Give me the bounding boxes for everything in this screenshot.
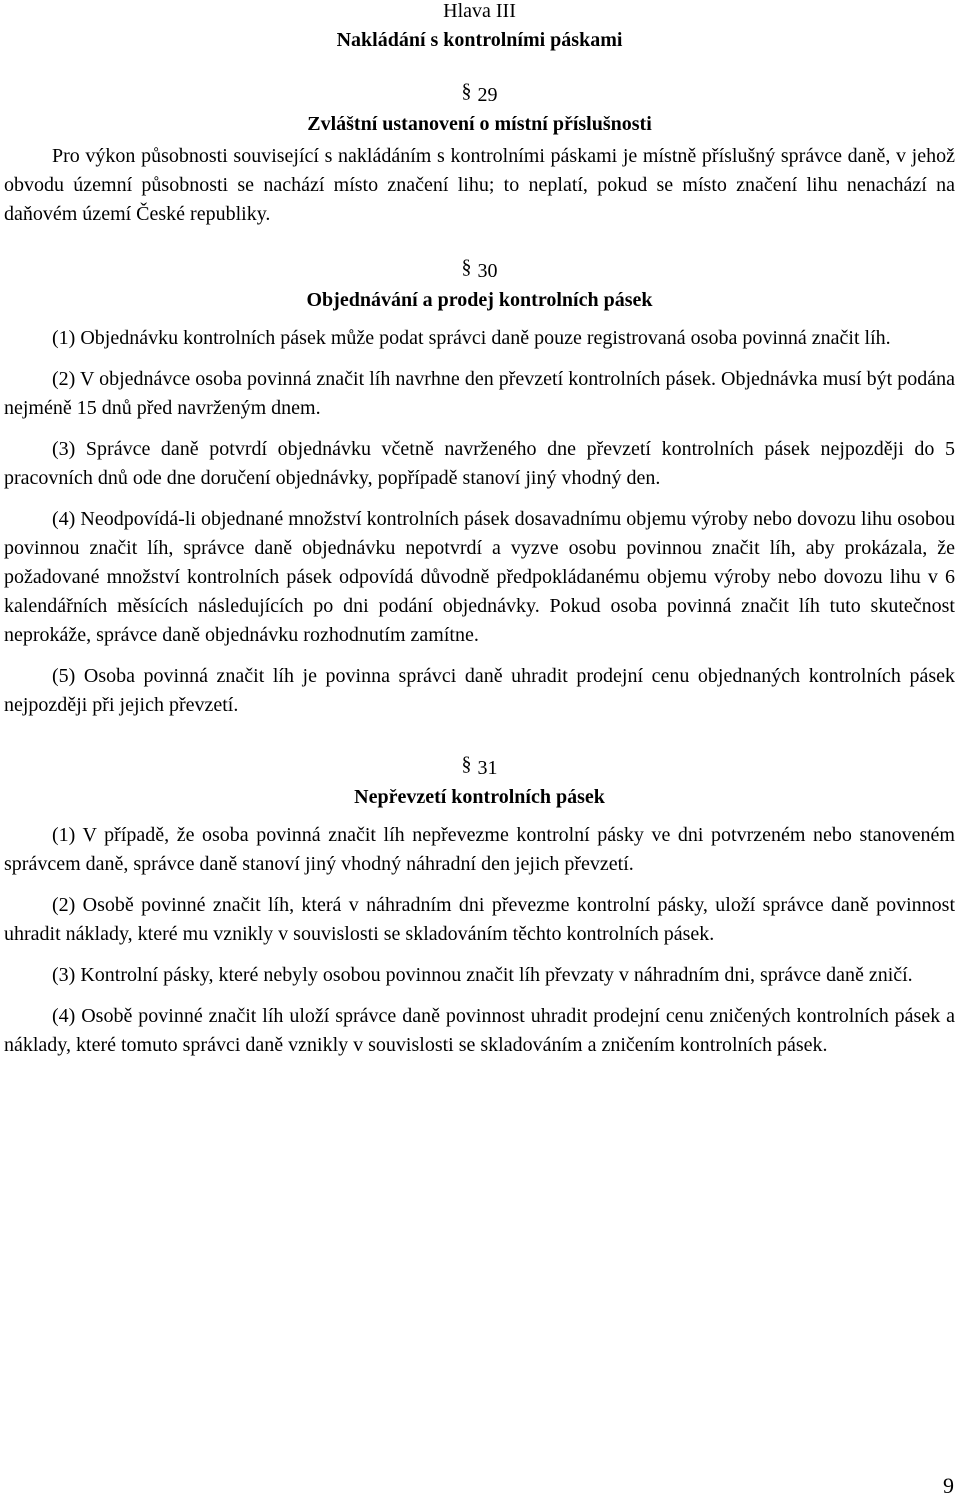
paragraph: (2) V objednávce osoba povinná značit líh navrhne den převzetí kontrolních pásek. Objednávka musí být podána nejméně 15 dnů před navrženým dnem. (4, 368, 955, 419)
paragraph: (5) Osoba povinná značit líh je povinna správci daně uhradit prodejní cenu objednaných kontrolních pásek nejpozději při jejich převzetí. (4, 665, 955, 716)
section-29 (4, 77, 955, 229)
section-number (4, 77, 955, 110)
document-page (4, 0, 955, 1060)
section-31 (4, 750, 955, 1060)
paragraph: (1) Objednávku kontrolních pásek může podat správci daně pouze registrovaná osoba povinná značit líh. (52, 327, 891, 349)
section-number (4, 253, 955, 286)
paragraph: (3) Správce daně potvrdí objednávku včetně navrženého dne převzetí kontrolních pásek nejpozději do 5 pracovních dnů ode dne doručení objednávky, popřípadě stanoví jiný vhodný den. (4, 438, 955, 489)
section-title: Nepřevzetí kontrolních pásek (354, 786, 605, 808)
paragraph: (2) Osobě povinné značit líh, která v náhradním dni převezme kontrolní pásky, uloží správce daně povinnost uhradit náklady, které mu vznikly v souvislosti se skladováním těchto kontrolních pásek. (4, 894, 955, 945)
paragraph: Pro výkon působnosti související s nakládáním s kontrolními páskami je místně příslušný správce daně, v jehož obvodu územní působnosti se nachází místo značení lihu; to neplatí, pokud se místo značení lihu nenachází na daňovém území České republiky. (4, 145, 955, 225)
section-number-value: 29 (477, 84, 498, 106)
part-title: Nakládání s kontrolními páskami (336, 29, 623, 51)
page-number: 9 (943, 1473, 954, 1498)
part-heading: Hlava III (443, 0, 516, 22)
section-sign: § (461, 753, 472, 775)
paragraph: (1) V případě, že osoba povinná značit líh nepřevezme kontrolní pásky ve dni potvrzeném nebo stanoveném správcem daně, správce daně stanoví jiný vhodný náhradní den jejich převzetí. (4, 824, 955, 875)
paragraph: (4) Neodpovídá-li objednané množství kontrolních pásek dosavadnímu objemu výroby nebo dovozu lihu osobou povinnou značit líh, správce daně objednávku nepotvrdí a vyzve osobu povinnou značit líh, aby prokázala, že požadované množství kontrolních pásek odpovídá důvodně předpokládanému objemu výroby nebo dovozu lihu v 6 kalendářních měsících následujících po dni podání objednávky. Pokud osoba povinná značit líh tuto skutečnost neprokáže, správce daně objednávku rozhodnutím zamítne. (4, 508, 955, 646)
section-title: Objednávání a prodej kontrolních pásek (306, 289, 653, 311)
section-title: Zvláštní ustanovení o místní příslušnosti (307, 113, 652, 135)
paragraph: (4) Osobě povinné značit líh uloží správce daně povinnost uhradit prodejní cenu zničených kontrolních pásek a náklady, které tomuto správci daně vznikly v souvislosti se skladováním a zničením kontrolních pásek. (4, 1005, 955, 1056)
section-sign: § (461, 80, 472, 102)
section-30 (4, 253, 955, 720)
section-number-value: 30 (477, 260, 498, 282)
section-number (4, 750, 955, 783)
paragraph: (3) Kontrolní pásky, které nebyly osobou povinnou značit líh převzaty v náhradním dni, správce daně zničí. (52, 964, 913, 986)
section-number-value: 31 (477, 757, 498, 779)
section-sign: § (461, 256, 472, 278)
